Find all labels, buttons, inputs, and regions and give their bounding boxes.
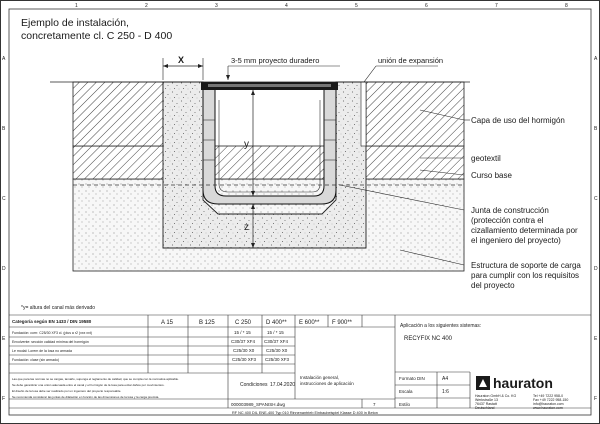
approval-value: RECYFIX NC 400 <box>404 336 453 342</box>
row-4-label: Fundación: clase (sin armado) <box>12 358 60 362</box>
condiciones-label: Condiciones <box>240 382 268 388</box>
row-3-c250: C25/30 X0 <box>233 348 255 353</box>
callout-junta-line-2: (protección contra el <box>471 216 544 225</box>
cross-section <box>50 55 470 271</box>
callout-junta-line-4: el ingeniero del proyecto) <box>471 236 561 245</box>
brand-contact-3: info@hauraton.com <box>533 402 564 406</box>
border-top-5: 5 <box>355 3 358 9</box>
dim-z-label: z <box>244 222 249 233</box>
row-1-label: Fundación: corrr. C25/30 XF3 cl. (plus a r2 (xxx xxt) <box>12 331 92 335</box>
callout-geotextil-text: geotextil <box>471 154 501 163</box>
border-side-e-right: E <box>594 336 598 342</box>
approval-label: Aplicación a los siguientes sistemas: <box>400 323 482 329</box>
formato-value: A4 <box>442 376 449 382</box>
footnote: *y= altura del canal más derivado <box>21 305 96 311</box>
title-line-2: concretamente cl. C 250 - D 400 <box>21 30 173 42</box>
border-side-d: D <box>2 266 6 272</box>
border-side-c-right: C <box>594 196 598 202</box>
brand-address-4: Deutschland <box>475 406 495 410</box>
concrete-slab-left <box>73 82 163 146</box>
geotextile-layer <box>73 146 464 179</box>
row-2-d400: C30/37 XF4 <box>264 339 289 344</box>
title-line-1: Ejemplo de instalación, <box>21 17 129 29</box>
concrete-slab-right <box>366 82 464 146</box>
row-1-c250: 15 / * 15 <box>234 330 251 335</box>
border-top-1: 1 <box>75 3 78 9</box>
brand-contact-4: www.hauraton.com <box>533 406 563 410</box>
table-header-label: Categoría según EN 1433 / DIN 19580 <box>12 319 92 324</box>
border-top-6: 6 <box>425 3 428 9</box>
callout-curso-base-text: Curso base <box>471 171 512 180</box>
callout-estructura-line-3: del proyecto <box>471 281 515 290</box>
border-top-8: 8 <box>565 3 568 9</box>
formato-label: Formato DIN <box>399 376 425 381</box>
brand-address-3: 76437 Rastatt <box>475 402 497 406</box>
row-4-c250: C25/30 XF3 <box>232 357 257 362</box>
class-e600: E 600** <box>299 320 320 326</box>
expansion-joint <box>361 82 366 146</box>
brand-contact-2: Fax +49 7222 958-150 <box>533 398 569 402</box>
row-3-label: Le modal: Lorem de la losa no armada <box>12 349 72 353</box>
border-side-b: B <box>2 126 6 132</box>
note-1: Las que para las normas no se cargas, tamaño, suponga el reglamento de calidad, que se cumpla con la normativa aplicable. <box>12 377 179 381</box>
class-a15: A 15 <box>161 320 174 326</box>
border-top-2: 2 <box>145 3 148 9</box>
class-b125: B 125 <box>199 320 215 326</box>
row-2-c250: C30/37 XF4 <box>231 339 256 344</box>
note-2: Se debe garantizar una unión adecuada entre el canal y el hormigón de la losa para evitar daños por movimientos. <box>12 383 165 387</box>
border-side-f-right: F <box>594 396 598 402</box>
callout-junta-line-3: cizallamiento determinada por <box>471 226 578 235</box>
brand-name: hauraton <box>493 375 553 391</box>
callout-estructura-line-1: Estructura de soporte de carga <box>471 261 581 270</box>
note-3: El diseño de la losa debe ser realizado por un ingeniero del proyecto responsable. <box>12 389 122 393</box>
class-d400: D 400** <box>266 320 287 326</box>
estilo-label: Estilo <box>399 402 411 407</box>
escala-label: Escala <box>399 389 413 394</box>
border-top-4: 4 <box>285 3 288 9</box>
border-side-c: C <box>2 196 6 202</box>
row-2-label: Envolvente: sección calidad mínima del hormigón <box>12 340 89 344</box>
class-f900: F 900** <box>332 320 353 326</box>
border-top-7: 7 <box>495 3 498 9</box>
border-side-a: A <box>2 56 6 62</box>
brand-contact-1: Tel +49 7222 958-0 <box>533 394 564 398</box>
row-4-d400: C25/30 XF3 <box>265 357 290 362</box>
border-side-d-right: D <box>594 266 598 272</box>
class-c250: C 250 <box>235 320 252 326</box>
callout-estructura-line-2: para cumplir con los requisitos <box>471 271 580 280</box>
brand-address-1: Hauraton GmbH & Co. KG <box>475 394 517 398</box>
bottom-description: RF NC 400 DIL ENE-400 Typ 010 Rinnenantrieb Einbaubeispiel Klasse D 400 in Beton <box>232 411 378 415</box>
border-side-b-right: B <box>594 126 598 132</box>
row-1-d400: 15 / * 15 <box>267 330 284 335</box>
install-note-line-1: Instalación general, <box>300 375 340 380</box>
brand-address-2: Werkstraße 13 <box>475 398 498 402</box>
note-4: Se recomienda considerar las juntas de dilatación en función de las dimensiones de la losa y la carga prevista. <box>12 395 160 399</box>
dim-y-label: y <box>244 139 249 150</box>
hauraton-logo <box>476 375 553 391</box>
callout-junta-line-1: Junta de construcción <box>471 206 549 215</box>
install-note-line-2: instrucciones de aplicación <box>300 381 354 386</box>
grate-slots <box>208 84 331 87</box>
drawing-number: 000003989_SPANISH.dwg <box>231 402 285 407</box>
date-value: 17.04.2020 <box>270 382 296 388</box>
row-3-d400: C25/30 X0 <box>266 348 288 353</box>
border-side-e: E <box>2 336 6 342</box>
escala-value: 1:6 <box>442 389 449 395</box>
callout-capa-text: Capa de uso del hormigón <box>471 116 565 125</box>
border-side-a-right: A <box>594 56 598 62</box>
border-top-3: 3 <box>215 3 218 9</box>
page-number: 7 <box>373 402 376 407</box>
callout-top-text: 3-5 mm proyecto duradero <box>231 56 320 65</box>
callout-expansion-text: unión de expansión <box>378 56 444 65</box>
border-side-f: F <box>2 396 6 402</box>
dim-x-label: X <box>178 55 185 65</box>
